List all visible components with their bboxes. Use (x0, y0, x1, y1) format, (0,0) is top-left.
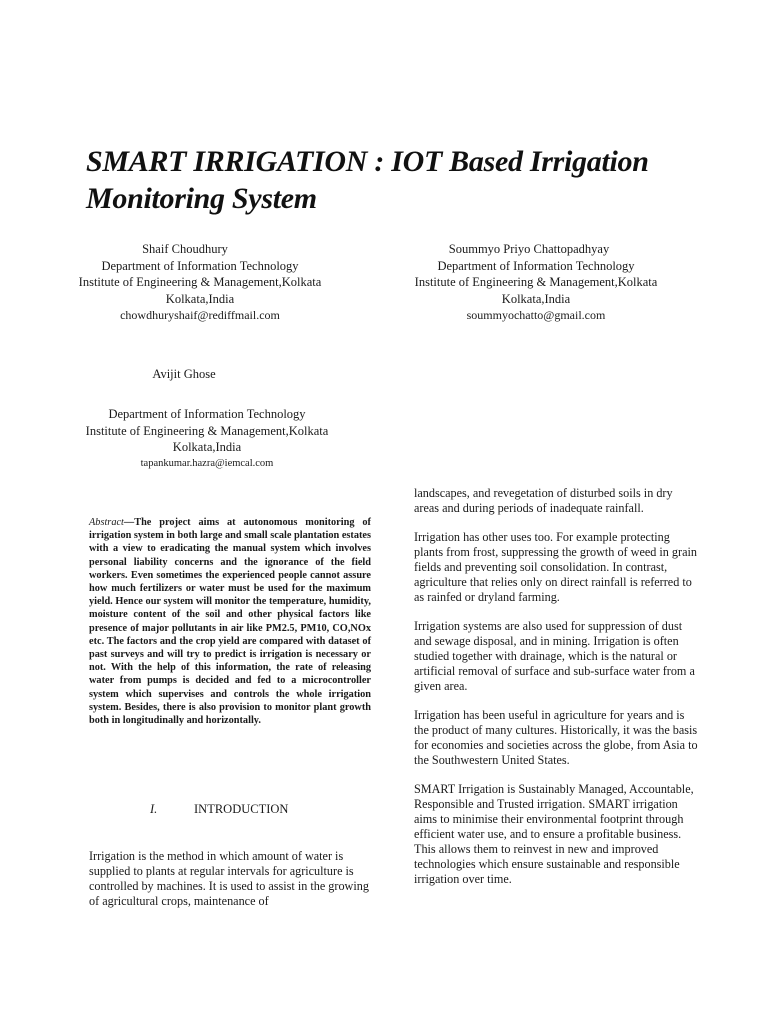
section-heading (150, 802, 350, 817)
author-block-3 (77, 406, 337, 472)
author-block-1 (70, 241, 330, 324)
abstract-text: —The project aims at autonomous monitoring of irrigation system in both large and small scale plantation estates with a view to eradicating the manual system which involves personal liability concerns and the ignorance of the field workers. Even sometimes the experienced people cannot assure how much fertilizers or water must be used for the maximum yield. Hence our system will monitor the temperature, humidity, moisture content of the soil and other physical factors like presence of major pollutants in air like PM2.5, PM10, CO,NOx etc. The factors and the crop yield are compared with dataset of past surveys and will try to predict is irrigation is necessary or not. With the help of this information, the rate of releasing water from pumps is decided and fed to a microcontroller system which supervises and controls the whole irrigation system. Besides, there is also provision to monitor plant growth both in longitudinally and horizontally. (89, 517, 371, 727)
section-number: I. (150, 802, 158, 816)
right-column (414, 486, 699, 901)
author-institute: Institute of Engineering & Management,Kolkata (85, 423, 329, 438)
author-institute: Institute of Engineering & Management,Kolkata (414, 275, 658, 289)
author-email: chowdhuryshaif@rediffmail.com (120, 308, 280, 322)
author-name-3: Avijit Ghose (152, 367, 216, 381)
paragraph: landscapes, and revegetation of disturbed soils in dry areas and during periods of inadequate rainfall. (414, 486, 673, 515)
paragraph: Irrigation has been useful in agriculture for years and is the product of many cultures. Historically, it was the basis for economies and societies across the globe, from Asia to the Southwestern United States. (414, 708, 698, 767)
paragraph: Irrigation has other uses too. For example protecting plants from frost, suppressing the growth of weed in grain fields and preventing soil consolidation. In contrast, agriculture that relies only on direct rainfall is referred to as rainfed or dryland farming. (414, 530, 697, 604)
author-name: Shaif Choudhury (142, 242, 228, 256)
author-email: soummyochatto@gmail.com (466, 308, 606, 322)
paper-title: SMART IRRIGATION : IOT Based Irrigation Monitoring System (86, 145, 649, 215)
author-location: Kolkata,India (501, 291, 571, 306)
author-institute: Institute of Engineering & Management,Kolkata (78, 275, 322, 289)
abstract (89, 516, 371, 727)
author-block-2 (406, 241, 666, 324)
paragraph: SMART Irrigation is Sustainably Managed, Accountable, Responsible and Trusted irrigation. SMART irrigation aims to minimise their environmental footprint through efficient water use, and to ensure a profitable business. This allows them to reinvest in new and improved technologies which ensure sustainable and responsible irrigation over time. (414, 782, 694, 886)
intro-column (89, 849, 374, 923)
paragraph: Irrigation systems are also used for suppression of dust and sewage disposal, and in mining. Irrigation is often studied together with drainage, which is the natural or artificial removal of surface and sub-surface water from a given area. (414, 619, 695, 693)
paragraph: Irrigation is the method in which amount of water is supplied to plants at regular intervals for agriculture is controlled by machines. It is used to assist in the growing of agricultural crops, maintenance of (89, 849, 369, 908)
abstract-label: Abstract (89, 517, 124, 528)
author-department: Department of Information Technology (437, 258, 635, 273)
author-email: tapankumar.hazra@iemcal.com (140, 457, 274, 469)
author-location: Kolkata,India (165, 291, 235, 306)
author-department: Department of Information Technology (101, 258, 299, 273)
author-location: Kolkata,India (172, 440, 242, 454)
author-department: Department of Information Technology (108, 407, 306, 421)
author-name: Soummyo Priyo Chattopadhyay (448, 242, 610, 256)
section-title: INTRODUCTION (194, 802, 289, 816)
